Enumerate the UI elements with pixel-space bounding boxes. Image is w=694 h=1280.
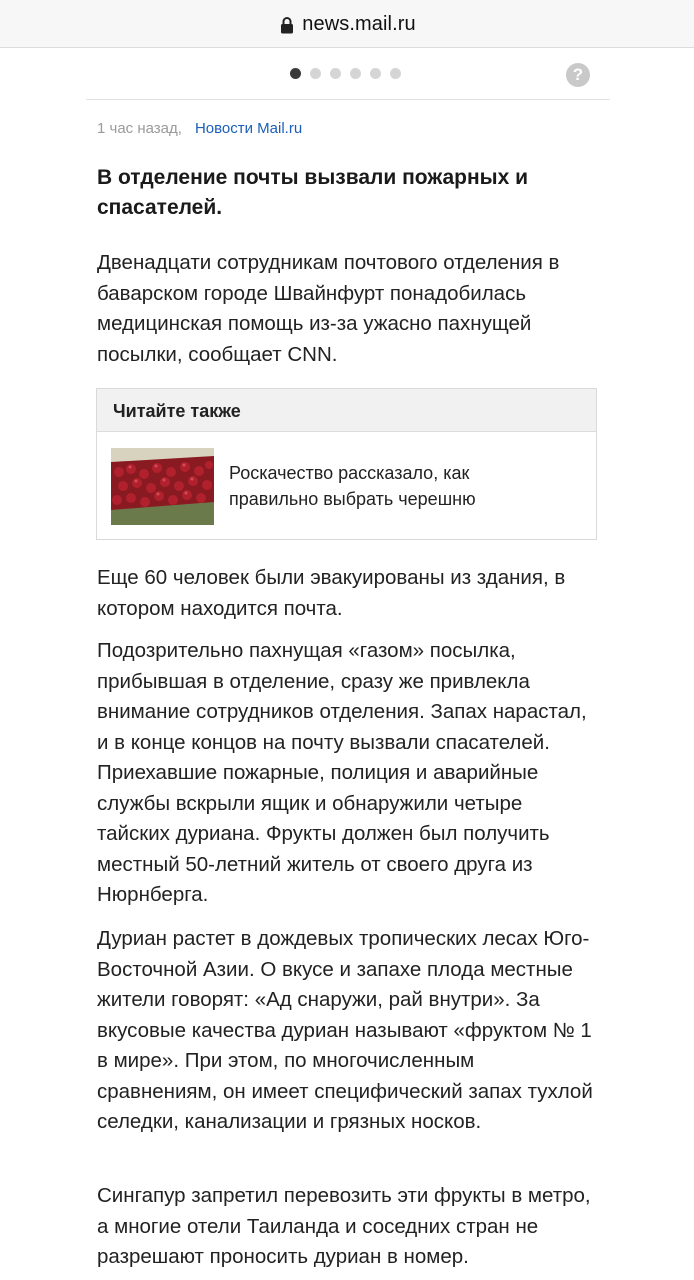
read-also-heading: Читайте также — [97, 389, 596, 432]
article-paragraph: Двенадцати сотрудникам почтового отделения в баварском городе Швайнфурт понадобилась медицинская помощь из-за ужасно пахнущей посылки, сообщает CNN. — [97, 251, 560, 366]
cherries-photo[interactable] — [111, 448, 214, 525]
read-also-item[interactable] — [111, 447, 581, 525]
article-title-cut — [86, 86, 610, 100]
source-link[interactable]: Новости Mail.ru — [194, 120, 303, 137]
article-lead: В отделение почты вызвали пожарных и спасателей. — [97, 166, 529, 219]
page-dot-2[interactable] — [310, 68, 321, 79]
url-display[interactable] — [280, 13, 415, 36]
article-paragraph: Подозрительно пахнущая «газом» посылка, прибывшая в отделение, сразу же привлекла внимание сотрудников отделения. Запах нарастал, и в конце концов на почту вызвали спасателей. Приехавшие пожарные, полиция и аварийные службы вскрыли ящик и обнаружили четыре тайских дуриана. Фрукты должен был получить местный 50-летний житель от своего друга из Нюрнберга. — [97, 639, 587, 906]
read-also-title[interactable]: Роскачество рассказало, как правильно выбрать черешню — [229, 463, 476, 509]
help-icon[interactable]: ? — [566, 63, 590, 87]
article-meta — [97, 120, 302, 137]
page-dot-1[interactable] — [290, 68, 301, 79]
article-paragraph: Еще 60 человек были эвакуированы из здания, в котором находится почта. — [97, 566, 566, 620]
page-dot-3[interactable] — [330, 68, 341, 79]
page-dot-4[interactable] — [350, 68, 361, 79]
page-dot-6[interactable] — [390, 68, 401, 79]
lock-icon — [280, 16, 294, 34]
url-text: news.mail.ru — [302, 13, 416, 35]
publish-time: 1 час назад, — [97, 120, 182, 137]
page-dot-5[interactable] — [370, 68, 381, 79]
address-bar[interactable] — [0, 0, 694, 48]
article-paragraph: Дуриан растет в дождевых тропических лесах Юго-Восточной Азии. О вкусе и запахе плода местные жители говорят: «Ад снаружи, рай внутри». За вкусовые качества дуриан называют «фруктом № 1 в мире». При этом, по многочисленным сравнениям, он имеет специфический запах тухлой селедки, канализации и грязных носков. — [97, 927, 593, 1133]
article-paragraph: Сингапур запретил перевозить эти фрукты в метро, а многие отели Таиланда и соседних стран не разрешают проносить дуриан в номер. — [97, 1184, 591, 1268]
article-lead-block — [97, 163, 597, 223]
page-dots — [290, 68, 401, 79]
read-also-box — [96, 388, 597, 540]
